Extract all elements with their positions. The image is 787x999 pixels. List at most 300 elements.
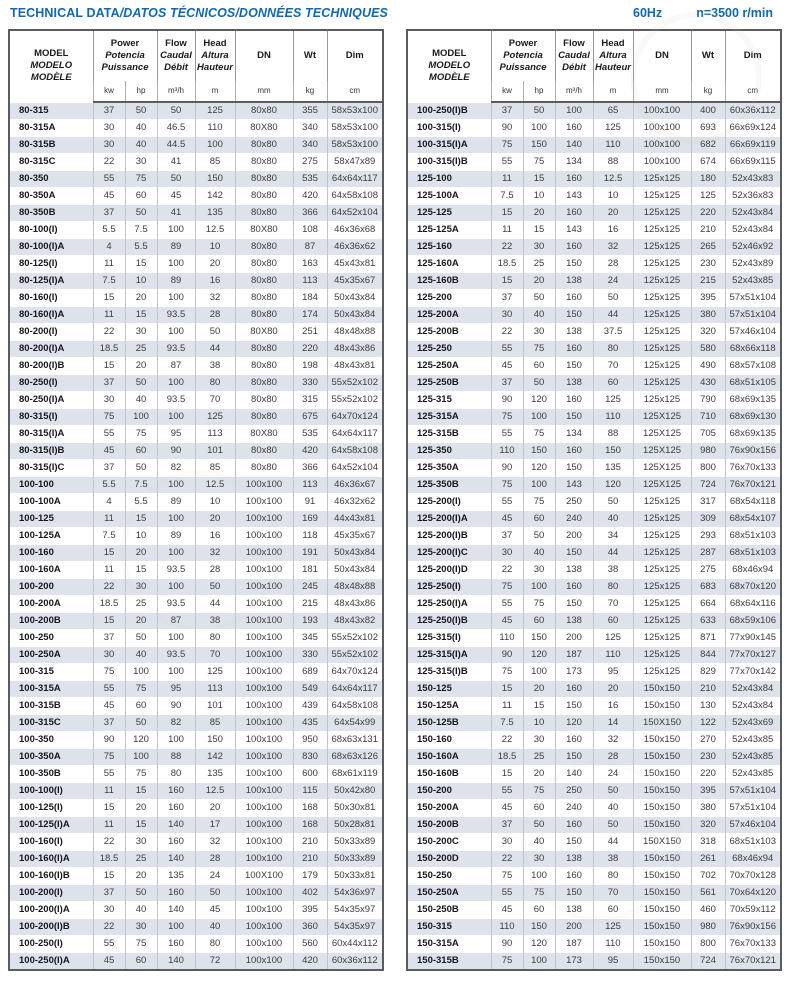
table-row	[9, 851, 383, 868]
flow-cell: 100	[157, 290, 195, 307]
wt-cell: 395	[691, 290, 725, 307]
model-cell: 100-200A	[9, 596, 93, 613]
power-hp-cell: 150	[523, 137, 555, 154]
flow-cell: 80	[157, 766, 195, 783]
head-cell: 125	[593, 120, 633, 137]
dim-cell: 66x69x115	[725, 154, 781, 171]
power-hp-cell: 50	[523, 817, 555, 834]
power-kw-cell: 30	[491, 545, 523, 562]
wt-cell: 460	[691, 902, 725, 919]
head-cell: 50	[593, 817, 633, 834]
table-row	[407, 358, 781, 375]
table-row	[407, 834, 781, 851]
dim-cell: 50x33x81	[327, 868, 383, 885]
dn-cell: 125X125	[633, 409, 691, 426]
head-cell: 24	[195, 868, 235, 885]
dn-cell: 100x100	[235, 562, 293, 579]
dn-cell: 100x100	[235, 647, 293, 664]
table-row	[9, 630, 383, 647]
table-row	[407, 596, 781, 613]
flow-cell: 150	[555, 885, 593, 902]
wt-cell: 561	[691, 885, 725, 902]
power-hp-cell: 75	[523, 154, 555, 171]
unit-dn: mm	[633, 81, 691, 102]
table-row	[407, 783, 781, 800]
model-cell: 80-100(I)	[9, 222, 93, 239]
head-cell: 70	[593, 358, 633, 375]
power-hp-cell: 60	[523, 613, 555, 630]
flow-cell: 150	[555, 596, 593, 613]
dn-cell: 80x80	[235, 341, 293, 358]
unit-hp: hp	[523, 81, 555, 102]
dn-cell: 100x100	[235, 919, 293, 936]
dn-cell: 100x100	[235, 511, 293, 528]
dim-cell: 55x52x102	[327, 630, 383, 647]
model-cell: 125-200B	[407, 324, 491, 341]
wt-cell: 683	[691, 579, 725, 596]
power-hp-cell: 50	[125, 460, 157, 477]
wt-cell: 340	[293, 137, 327, 154]
power-hp-cell: 30	[125, 579, 157, 596]
model-cell: 150-315A	[407, 936, 491, 953]
head-cell: 28	[195, 307, 235, 324]
power-hp-cell: 100	[523, 953, 555, 971]
flow-cell: 140	[157, 902, 195, 919]
dn-cell: 80x80	[235, 460, 293, 477]
head-cell: 80	[195, 936, 235, 953]
power-hp-cell: 10	[523, 188, 555, 205]
power-kw-cell: 55	[491, 783, 523, 800]
power-kw-cell: 45	[491, 358, 523, 375]
model-cell: 80-315	[9, 102, 93, 120]
col-header-model: MODEL MODELO MODÈLE	[407, 30, 491, 102]
unit-dim: cm	[327, 81, 383, 102]
table-row	[9, 715, 383, 732]
dn-cell: 150x150	[633, 817, 691, 834]
model-cell: 125-100A	[407, 188, 491, 205]
dim-cell: 57x46x104	[725, 817, 781, 834]
head-cell: 44	[195, 341, 235, 358]
table-row	[407, 528, 781, 545]
dim-cell: 76x70x133	[725, 936, 781, 953]
dn-cell: 125x125	[633, 613, 691, 630]
model-cell: 125-315B	[407, 426, 491, 443]
dim-cell: 58x47x89	[327, 154, 383, 171]
dn-cell: 125x125	[633, 222, 691, 239]
flow-cell: 200	[555, 630, 593, 647]
dim-cell: 68x54x118	[725, 494, 781, 511]
power-hp-cell: 25	[523, 749, 555, 766]
model-cell: 150-200	[407, 783, 491, 800]
model-cell: 125-250A	[407, 358, 491, 375]
flow-cell: 82	[157, 715, 195, 732]
table-row	[407, 154, 781, 171]
power-kw-cell: 75	[93, 409, 125, 426]
head-cell: 12.5	[195, 783, 235, 800]
dim-cell: 48x43x82	[327, 613, 383, 630]
table-row	[9, 919, 383, 936]
head-cell: 44	[195, 596, 235, 613]
wt-cell: 395	[293, 902, 327, 919]
power-hp-cell: 20	[125, 868, 157, 885]
model-cell: 80-125(I)	[9, 256, 93, 273]
flow-cell: 150	[555, 698, 593, 715]
dn-cell: 100x100	[633, 137, 691, 154]
head-cell: 110	[593, 647, 633, 664]
head-cell: 32	[195, 290, 235, 307]
dn-cell: 100x100	[235, 851, 293, 868]
table-row	[9, 358, 383, 375]
model-cell: 150-250	[407, 868, 491, 885]
power-hp-cell: 10	[523, 715, 555, 732]
dim-cell: 50x28x81	[327, 817, 383, 834]
head-cell: 20	[593, 205, 633, 222]
wt-cell: 210	[293, 851, 327, 868]
model-cell: 100-315B	[9, 698, 93, 715]
wt-cell: 230	[691, 256, 725, 273]
wt-cell: 163	[293, 256, 327, 273]
model-cell: 125-350A	[407, 460, 491, 477]
wt-cell: 560	[293, 936, 327, 953]
flow-cell: 93.5	[157, 596, 195, 613]
model-cell: 150-160A	[407, 749, 491, 766]
wt-cell: 113	[293, 477, 327, 494]
table-row	[9, 766, 383, 783]
table-row	[9, 545, 383, 562]
col-header-wt: Wt	[691, 30, 725, 81]
wt-cell: 220	[691, 766, 725, 783]
power-kw-cell: 18.5	[93, 851, 125, 868]
table-row	[407, 868, 781, 885]
model-cell: 100-350B	[9, 766, 93, 783]
power-kw-cell: 30	[93, 120, 125, 137]
model-cell: 100-200	[9, 579, 93, 596]
flow-cell: 200	[555, 528, 593, 545]
table-row	[407, 613, 781, 630]
power-hp-cell: 75	[523, 494, 555, 511]
table-row	[9, 137, 383, 154]
model-cell: 150-200A	[407, 800, 491, 817]
wt-cell: 439	[293, 698, 327, 715]
table-row	[9, 494, 383, 511]
head-cell: 20	[195, 800, 235, 817]
dn-cell: 125X125	[633, 443, 691, 460]
dn-cell: 100x100	[235, 817, 293, 834]
table-row	[407, 681, 781, 698]
head-cell: 12.5	[195, 222, 235, 239]
dim-cell: 44x43x81	[327, 511, 383, 528]
flow-cell: 93.5	[157, 341, 195, 358]
table-row	[407, 766, 781, 783]
power-kw-cell: 75	[491, 868, 523, 885]
wt-cell: 724	[691, 953, 725, 971]
dim-cell: 68x46x94	[725, 562, 781, 579]
model-cell: 100-200B	[9, 613, 93, 630]
unit-kw: kw	[93, 81, 125, 102]
power-hp-cell: 15	[125, 307, 157, 324]
table-row	[407, 698, 781, 715]
table-row	[407, 460, 781, 477]
power-hp-cell: 50	[523, 375, 555, 392]
dn-cell: 80x80	[235, 188, 293, 205]
dn-cell: 150x150	[633, 732, 691, 749]
dim-cell: 77x70x127	[725, 647, 781, 664]
power-kw-cell: 55	[93, 171, 125, 188]
wt-cell: 366	[293, 205, 327, 222]
power-kw-cell: 18.5	[491, 256, 523, 273]
dim-cell: 50x30x81	[327, 800, 383, 817]
flow-cell: 160	[555, 681, 593, 698]
dn-cell: 100x100	[235, 698, 293, 715]
dim-cell: 68x63x126	[327, 749, 383, 766]
power-kw-cell: 5.5	[93, 477, 125, 494]
dim-cell: 52x43x69	[725, 715, 781, 732]
model-cell: 125-350	[407, 443, 491, 460]
power-hp-cell: 75	[125, 426, 157, 443]
power-kw-cell: 5.5	[93, 222, 125, 239]
model-cell: 100-100A	[9, 494, 93, 511]
flow-cell: 100	[157, 256, 195, 273]
model-cell: 100-125A	[9, 528, 93, 545]
power-hp-cell: 30	[523, 562, 555, 579]
dn-cell: 100x100	[235, 630, 293, 647]
unit-wt: kg	[691, 81, 725, 102]
wt-cell: 320	[691, 324, 725, 341]
power-kw-cell: 75	[491, 579, 523, 596]
power-kw-cell: 7.5	[93, 273, 125, 290]
model-cell: 150-315B	[407, 953, 491, 971]
head-cell: 50	[195, 579, 235, 596]
power-hp-cell: 75	[125, 681, 157, 698]
power-kw-cell: 22	[491, 732, 523, 749]
table-row	[9, 426, 383, 443]
head-cell: 38	[593, 562, 633, 579]
dn-cell: 100x100	[235, 800, 293, 817]
power-kw-cell: 11	[93, 562, 125, 579]
model-cell: 150-160B	[407, 766, 491, 783]
head-cell: 40	[195, 919, 235, 936]
dim-cell: 48x43x86	[327, 596, 383, 613]
dim-cell: 52x43x85	[725, 732, 781, 749]
table-row	[9, 324, 383, 341]
dim-cell: 68x63x131	[327, 732, 383, 749]
power-kw-cell: 11	[491, 698, 523, 715]
dn-cell: 125x125	[633, 596, 691, 613]
dn-cell: 100x100	[235, 664, 293, 681]
power-kw-cell: 30	[93, 392, 125, 409]
flow-cell: 88	[157, 749, 195, 766]
wt-cell: 420	[293, 953, 327, 971]
dim-cell: 57x51x104	[725, 307, 781, 324]
dn-cell: 150x150	[633, 851, 691, 868]
power-kw-cell: 55	[491, 885, 523, 902]
power-kw-cell: 110	[491, 630, 523, 647]
unit-kw: kw	[491, 81, 523, 102]
table-row	[407, 409, 781, 426]
table-row	[407, 647, 781, 664]
model-cell: 100-350	[9, 732, 93, 749]
wt-cell: 220	[293, 341, 327, 358]
wt-cell: 435	[293, 715, 327, 732]
wt-cell: 702	[691, 868, 725, 885]
model-cell: 125-160A	[407, 256, 491, 273]
dn-cell: 80x80	[235, 375, 293, 392]
power-hp-cell: 15	[125, 783, 157, 800]
power-hp-cell: 50	[125, 205, 157, 222]
power-kw-cell: 110	[491, 443, 523, 460]
flow-cell: 160	[555, 120, 593, 137]
power-kw-cell: 30	[93, 902, 125, 919]
head-cell: 80	[195, 630, 235, 647]
power-hp-cell: 60	[523, 800, 555, 817]
power-kw-cell: 55	[491, 494, 523, 511]
table-row	[407, 936, 781, 953]
table-header	[407, 30, 781, 102]
head-cell: 44	[593, 307, 633, 324]
wt-cell: 380	[691, 307, 725, 324]
dim-cell: 55x52x102	[327, 375, 383, 392]
wt-cell: 191	[293, 545, 327, 562]
flow-cell: 50	[157, 171, 195, 188]
table-row	[407, 273, 781, 290]
dn-cell: 100x100	[235, 902, 293, 919]
table-body-right	[407, 102, 781, 970]
wt-cell: 169	[293, 511, 327, 528]
dn-cell: 150x150	[633, 936, 691, 953]
power-kw-cell: 55	[491, 154, 523, 171]
dn-cell: 125x125	[633, 630, 691, 647]
power-kw-cell: 45	[93, 443, 125, 460]
table-row	[407, 800, 781, 817]
wt-cell: 179	[293, 868, 327, 885]
flow-cell: 160	[555, 341, 593, 358]
unit-dim: cm	[725, 81, 781, 102]
model-cell: 125-125A	[407, 222, 491, 239]
model-cell: 100-160A	[9, 562, 93, 579]
power-kw-cell: 22	[491, 851, 523, 868]
wt-cell: 420	[293, 443, 327, 460]
model-cell: 125-250(I)A	[407, 596, 491, 613]
head-cell: 60	[593, 375, 633, 392]
power-hp-cell: 50	[523, 528, 555, 545]
dim-cell: 58x53x100	[327, 102, 383, 120]
head-cell: 50	[593, 783, 633, 800]
model-cell: 150-250A	[407, 885, 491, 902]
dn-cell: 100x100	[235, 613, 293, 630]
wt-cell: 330	[293, 375, 327, 392]
wt-cell: 693	[691, 120, 725, 137]
power-kw-cell: 37	[93, 885, 125, 902]
power-hp-cell: 15	[523, 171, 555, 188]
flow-cell: 173	[555, 664, 593, 681]
dn-cell: 100x100	[235, 953, 293, 971]
flow-cell: 89	[157, 528, 195, 545]
power-hp-cell: 50	[125, 630, 157, 647]
dn-cell: 80x80	[235, 171, 293, 188]
dim-cell: 68x66x118	[725, 341, 781, 358]
table-row	[9, 528, 383, 545]
flow-cell: 150	[555, 358, 593, 375]
head-cell: 38	[195, 358, 235, 375]
power-kw-cell: 22	[93, 154, 125, 171]
power-kw-cell: 45	[93, 188, 125, 205]
table-row	[9, 239, 383, 256]
dn-cell: 125x125	[633, 188, 691, 205]
head-cell: 16	[195, 528, 235, 545]
head-cell: 113	[195, 681, 235, 698]
wt-cell: 871	[691, 630, 725, 647]
power-kw-cell: 22	[93, 834, 125, 851]
power-hp-cell: 30	[125, 154, 157, 171]
head-cell: 24	[593, 273, 633, 290]
wt-cell: 535	[293, 426, 327, 443]
dn-cell: 100x100	[235, 494, 293, 511]
power-hp-cell: 40	[523, 545, 555, 562]
head-cell: 37.5	[593, 324, 633, 341]
model-cell: 100-200(I)A	[9, 902, 93, 919]
table-row	[407, 919, 781, 936]
head-cell: 150	[195, 732, 235, 749]
wt-cell: 174	[293, 307, 327, 324]
col-header-power: Power Potencia Puissance	[93, 30, 157, 81]
dn-cell: 80X80	[235, 222, 293, 239]
table-row	[407, 239, 781, 256]
dim-cell: 52x43x84	[725, 205, 781, 222]
power-hp-cell: 30	[523, 239, 555, 256]
table-row	[9, 902, 383, 919]
model-cell: 125-100	[407, 171, 491, 188]
flow-cell: 134	[555, 426, 593, 443]
model-cell: 150-125B	[407, 715, 491, 732]
dn-cell: 80x80	[235, 239, 293, 256]
table-row	[407, 443, 781, 460]
flow-cell: 150	[555, 307, 593, 324]
head-cell: 101	[195, 443, 235, 460]
model-cell: 125-160B	[407, 273, 491, 290]
power-kw-cell: 45	[491, 800, 523, 817]
flow-cell: 138	[555, 324, 593, 341]
model-cell: 125-315A	[407, 409, 491, 426]
power-hp-cell: 100	[125, 409, 157, 426]
flow-cell: 100	[157, 222, 195, 239]
head-cell: 125	[195, 664, 235, 681]
dn-cell: 80x80	[235, 443, 293, 460]
model-cell: 100-250A	[9, 647, 93, 664]
power-hp-cell: 20	[125, 545, 157, 562]
table-row	[407, 630, 781, 647]
table-row	[9, 307, 383, 324]
dim-cell: 76x70x121	[725, 477, 781, 494]
wt-cell: 705	[691, 426, 725, 443]
table-row	[407, 494, 781, 511]
dn-cell: 150x150	[633, 902, 691, 919]
power-hp-cell: 25	[523, 256, 555, 273]
dn-cell: 125x125	[633, 511, 691, 528]
power-kw-cell: 45	[491, 511, 523, 528]
dn-cell: 80X80	[235, 324, 293, 341]
power-hp-cell: 15	[125, 562, 157, 579]
head-cell: 28	[593, 256, 633, 273]
wt-cell: 600	[293, 766, 327, 783]
dn-cell: 100x100	[235, 766, 293, 783]
power-kw-cell: 15	[491, 766, 523, 783]
wt-cell: 664	[691, 596, 725, 613]
dn-cell: 80x80	[235, 205, 293, 222]
power-hp-cell: 120	[523, 936, 555, 953]
wt-cell: 287	[691, 545, 725, 562]
dn-cell: 150x150	[633, 783, 691, 800]
dim-cell: 52x43x89	[725, 256, 781, 273]
